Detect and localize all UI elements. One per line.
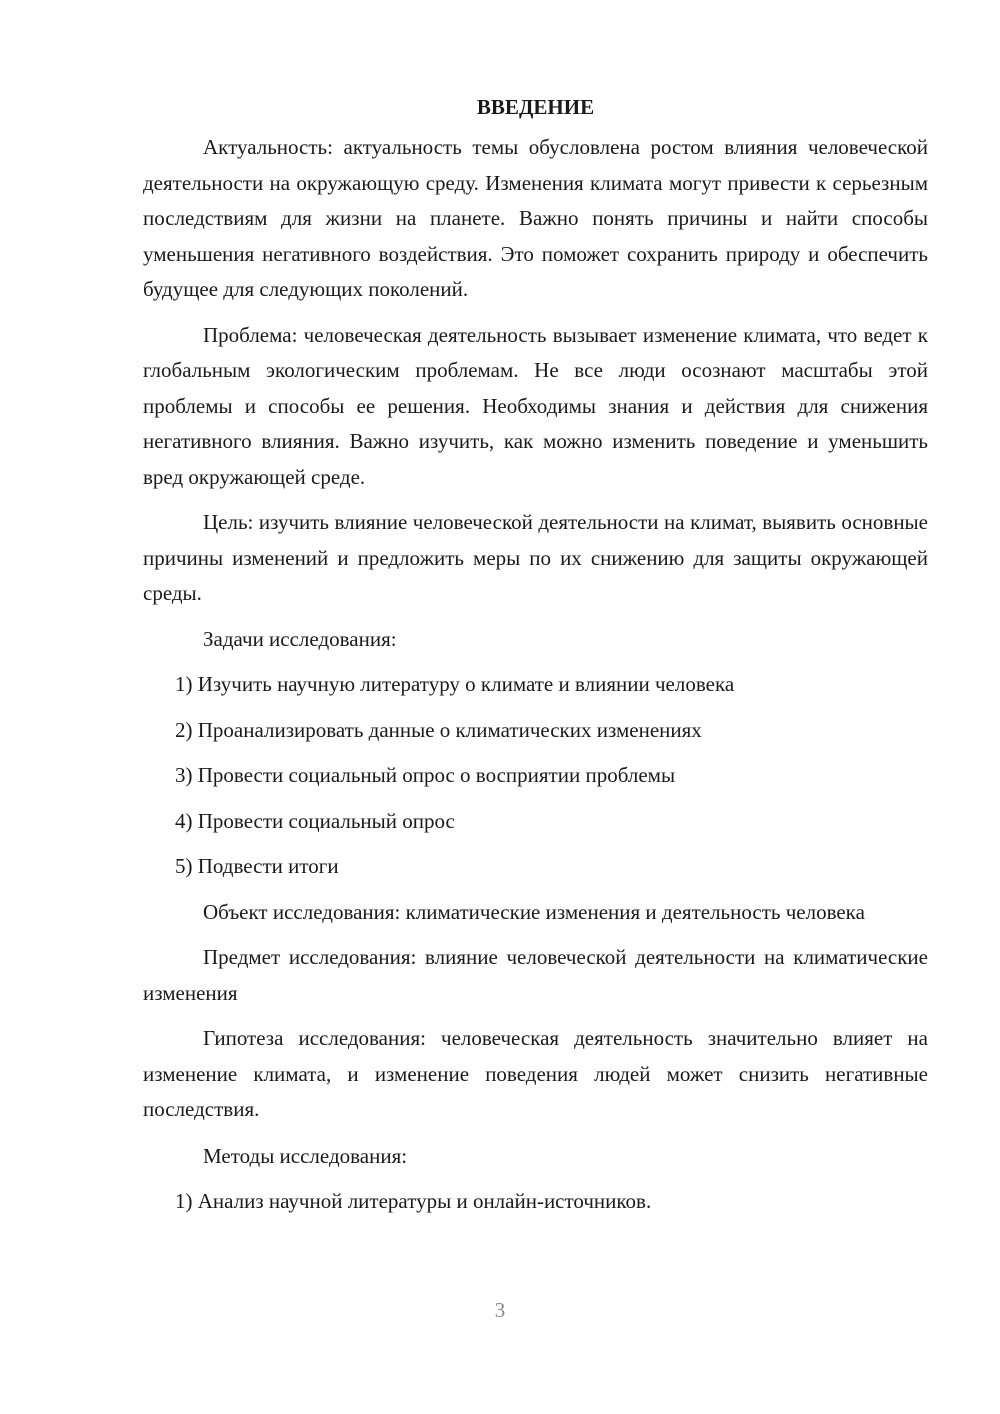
methods-list — [143, 1184, 928, 1220]
subject-paragraph: Предмет исследования: влияние человеческой деятельности на климатические изменения — [143, 945, 928, 1005]
document-page — [143, 90, 928, 1230]
tasks-list — [143, 667, 928, 885]
list-item: 5) Подвести итоги — [175, 854, 339, 878]
list-item: 1) Изучить научную литературу о климате и влиянии человека — [175, 672, 735, 696]
list-item: 3) Провести социальный опрос о восприятии проблемы — [175, 763, 676, 787]
list-item: 4) Провести социальный опрос — [175, 808, 455, 833]
relevance-paragraph: Актуальность: актуальность темы обусловлена ростом влияния человеческой деятельности на окружающую среду. Изменения климата могут привести к серьезным последствиям для жизни на планете. Важно понять причины и найти способы уменьшения негативного воздействия. Это поможет сохранить природу и обеспечить будущее для следующих поколений. — [143, 135, 928, 301]
tasks-label: Задачи исследования: — [203, 626, 397, 651]
list-item: 2) Проанализировать данные о климатических изменениях — [175, 717, 702, 742]
list-item: 1) Анализ научной литературы и онлайн-источников. — [175, 1189, 652, 1213]
goal-paragraph: Цель: изучить влияние человеческой деятельности на климат, выявить основные причины изменений и предложить меры по их снижению для защиты окружающей среды. — [143, 510, 928, 605]
page-number: 3 — [494, 1298, 506, 1322]
methods-label: Методы исследования: — [203, 1143, 408, 1168]
problem-paragraph: Проблема: человеческая деятельность вызывает изменение климата, что ведет к глобальным экологическим проблемам. Не все люди осознают масштабы этой проблемы и способы ее решения. Необходимы знания и действия для снижения негативного влияния. Важно изучить, как можно изменить поведение и уменьшить вред окружающей среде. — [143, 322, 928, 489]
hypothesis-paragraph: Гипотеза исследования: человеческая деятельность значительно влияет на изменение климата, и изменение поведения людей может снизить негативные последствия. — [143, 1026, 928, 1121]
page-title: ВВЕДЕНИЕ — [476, 95, 595, 119]
object-paragraph: Объект исследования: климатические изменения и деятельность человека — [203, 899, 865, 924]
